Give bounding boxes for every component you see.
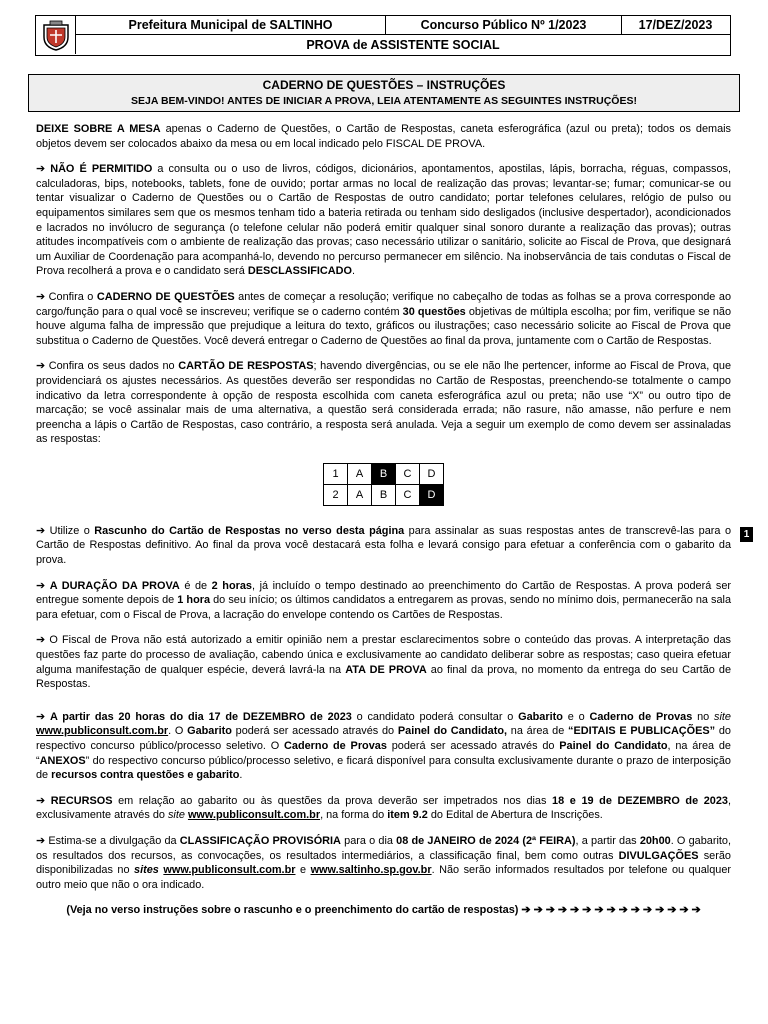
p8-bold-2: Gabarito: [518, 710, 563, 723]
p8-text-5: . O: [168, 725, 188, 738]
example-cell: B: [372, 484, 396, 505]
paragraph-answer-card: [36, 359, 731, 447]
publiconsult-link[interactable]: www.publiconsult.com.br: [36, 725, 169, 738]
p8-text-10: , na área de “: [36, 740, 731, 767]
p8-text: o candidato poderá consultar o: [351, 710, 519, 723]
p6-text-2: , já incluído o tempo destinado ao preenchimento do Cartão de Respostas. A prova poderá ser entregue somente depois de: [36, 579, 732, 607]
p8-bold-8: Painel do Candidato: [559, 740, 668, 752]
p6-bold: A DURAÇÃO DA PROVA: [49, 579, 180, 592]
p3-text-3: objetivas de múltipla escolha; por fim, verifique se não houve alguma falha de impressão que prejudique a leitura do texto, gráficos ou ilustrações; caso necessário solicite ao Fiscal de Prova que substitua o Caderno de Questões. Você deverá entregar o Caderno de Questões ao final da prova, juntamente com o Cartão de Respostas.: [36, 305, 732, 347]
p2-text-2: .: [351, 265, 355, 278]
arrow-icon: ➔: [36, 524, 50, 537]
paragraph-recursos: [36, 794, 731, 823]
answer-example-table: [323, 463, 444, 506]
instructions-subtitle: SEJA BEM-VINDO! ANTES DE INICIAR A PROVA, LEIA ATENTAMENTE AS SEGUINTES INSTRUÇÕES!: [131, 95, 637, 107]
p6-bold-3: 1 hora: [177, 594, 211, 607]
p10-text-4: . O gabarito, os resultados dos recursos, as convocações, os resultados intermediários, a classificação final, bem como outras: [36, 834, 731, 862]
p10-bold-2: 08 de JANEIRO de 2024 (2ª FEIRA): [396, 834, 576, 847]
p2-text: a consulta ou o uso de livros, códigos, dicionários, apontamentos, apostilas, lápis, borracha, réguas, compassos, calculadoras, bips, notebooks, tablets, fone de ouvido; portar armas no local de realização das provas; levantar-se; fumar; comunicar-se ou tentar visualizar o Caderno de Questões ou o Cartão de Respostas de outro candidato; portar telefones celulares, relógio de pulso ou equipamentos similares sem que os mesmos tenham tido a bateria retirada ou tenham sido desligados (inclusive despertador), acondicionados e lacrados no invólucro de segurança (o telefone celular não poderá emitir qualquer sinal sonoro durante a realização das provas); outras atitudes incompatíveis com o ambiente de realização das provas; caso necessário utilizar o sanitário, solicite ao Fiscal de Prova, que designará um Auxiliar de Coordenação para acompanhá-lo, devendo no percurso permanecer em silêncio. Na inobservância de tais condutas o Fiscal de Prova recolherá a prova e o candidato será: [36, 163, 731, 278]
p6-text-3: do seu início; os últimos candidatos a entregarem as provas, sendo no mínimo dois, permanecerão na sala para efetuar, com o Fiscal de Prova, a lacração do envelope contendo os Cartões de Respostas.: [36, 594, 732, 621]
p8-italic: site: [714, 710, 731, 723]
p9-italic: site: [167, 809, 185, 822]
p8-bold-7: Caderno de Provas: [284, 740, 387, 752]
page-header: [35, 15, 731, 56]
example-cell: A: [348, 463, 372, 484]
header-exam: [76, 35, 730, 54]
p8-text-2: e o: [562, 710, 590, 723]
p5-text: Utilize o: [49, 524, 95, 537]
p3-bold-2: 30 questões: [402, 305, 466, 318]
example-cell: D: [420, 463, 444, 484]
paragraph-gabarito: [36, 710, 731, 783]
instructions-body: [36, 122, 731, 918]
p6-text: é de: [179, 579, 212, 592]
example-row-1: [324, 463, 444, 484]
p2-bold: NÃO É PERMITIDO: [50, 163, 153, 176]
page-number: 1: [740, 527, 753, 542]
p1-text: apenas o Caderno de Questões, o Cartão de Respostas, caneta esferográfica (azul ou preta); todos os demais objetos devem ser colocados abaixo da mesa ou em local indicado pelo FISCAL DE PROVA.: [36, 123, 731, 150]
arrow-icon: ➔: [36, 579, 50, 592]
p7-bold: ATA DE PROVA: [345, 663, 427, 676]
p4-text-2: ; havendo divergências, ou se ele não lhe pertencer, informe ao Fiscal de Prova, que providenciará os ajustes necessários. As questões deverão ser respondidas no Cartão de Respostas, preenchendo-se totalmente o campo indicativo da letra correspondente à opção de resposta escolhida com caneta esferográfica azul ou preta; não use “X” ou outro tipo de marcação; se você assinalar mais de uma alternativa, a questão será considerada errada; não rasure, não amasse, não perfure e nem preencha a lápis o Cartão de Respostas, caso contrário, a resposta será anulada. Veja a seguir um exemplo de como devem ser assinaladas as respostas:: [36, 360, 731, 446]
p10-bold-4: DIVULGAÇÕES: [618, 849, 699, 862]
paragraph-classificacao: [36, 834, 731, 892]
p10-bold: CLASSIFICAÇÃO PROVISÓRIA: [179, 834, 341, 847]
p3-text-2: antes de começar a resolução; verifique no cabeçalho de todas as folhas se a prova corresponde ao cargo/função para o qual você se inscreveu; verifique se o caderno contém: [36, 290, 732, 318]
example-cell: 2: [324, 484, 348, 505]
example-cell-filled: D: [420, 484, 444, 505]
p5-text-2: para assinalar as suas respostas antes de transcrevê-las para o Cartão de Respostas definitivo. Ao final da prova você destacará esta folha e levará consigo para efetuar a conferência com o gabarito da prova.: [36, 524, 731, 567]
instructions-title: CADERNO DE QUESTÕES – INSTRUÇÕES: [262, 78, 506, 92]
p8-text-6: poderá ser acessado através do: [231, 725, 398, 738]
answer-example: [36, 463, 731, 506]
p10-text: Estima-se a divulgação da: [48, 834, 180, 847]
p8-text-11: ” do respectivo concurso público/processo seletivo, e ficará disponível para consulta exclusivamente durante o prazo de interposição de: [36, 754, 731, 782]
paragraph-desk: [36, 122, 731, 151]
example-cell: 1: [324, 463, 348, 484]
example-cell: C: [396, 463, 420, 484]
p10-bold-3: 20h00: [639, 834, 671, 847]
p9-text-5: do Edital de Abertura de Inscrições.: [427, 809, 603, 822]
p9-text: em relação ao gabarito ou às questões da prova deverão ser impetrados nos dias: [112, 794, 553, 807]
paragraph-duration: [36, 579, 731, 623]
publiconsult-link[interactable]: www.publiconsult.com.br: [163, 864, 296, 877]
example-cell: C: [396, 484, 420, 505]
example-cell-filled: B: [372, 463, 396, 484]
p8-bold: A partir das 20 horas do dia 17 de DEZEMBRO de 2023: [49, 710, 352, 723]
p7-text: O Fiscal de Prova não está autorizado a emitir opinião nem a prestar esclarecimentos sobre o conteúdo das provas. A interpretação das questões faz parte do processo de avaliação, cabendo única e exclusivamente ao candidato deliberar sobre as respostas; caso queira efetuar alguma manifestação de qualquer espécie, deverá lavrá-la na: [36, 634, 732, 676]
p10-text-2: para o dia: [340, 834, 397, 847]
p8-bold-10: recursos contra questões e gabarito: [51, 769, 240, 782]
instructions-title-box: [28, 74, 740, 112]
p9-bold-3: item 9.2: [387, 809, 428, 822]
header-contest: Concurso Público Nº 1/2023: [386, 16, 622, 34]
p1-bold: DEIXE SOBRE A MESA: [36, 123, 161, 135]
example-cell: A: [348, 484, 372, 505]
p9-text-4: , na forma do: [320, 809, 388, 822]
arrow-icon: ➔: [36, 290, 49, 303]
arrow-icon: ➔: [36, 634, 50, 647]
footer-note: (Veja no verso instruções sobre o rascunho e o preenchimento do cartão de respostas) ➔ ➔ ➔ ➔ ➔ ➔ ➔ ➔ ➔ ➔ ➔ ➔ ➔ ➔ ➔: [66, 904, 701, 917]
p10-text-8: . Não serão informados resultados por telefone ou qualquer outro meio que não o ora indicado.: [36, 864, 732, 891]
saltinho-link[interactable]: www.saltinho.sp.gov.br: [310, 864, 432, 877]
arrow-icon: ➔: [36, 834, 49, 847]
publiconsult-link[interactable]: www.publiconsult.com.br: [187, 809, 321, 822]
arrow-icon: ➔: [36, 794, 51, 807]
p8-bold-4: Gabarito: [187, 725, 232, 738]
p8-bold-5: Painel do Candidato,: [397, 725, 508, 738]
p8-bold-3: Caderno de Provas: [589, 710, 693, 723]
p8-text-7: na área de: [507, 725, 569, 738]
paragraph-not-permitted: [36, 162, 731, 279]
p9-text-2: , exclusivamente através do: [36, 794, 731, 822]
p10-italic: sites: [134, 864, 159, 877]
paragraph-fiscal: [36, 633, 731, 691]
p8-text-9: poderá ser acessado através do: [386, 740, 560, 752]
header-org: Prefeitura Municipal de SALTINHO: [76, 16, 386, 34]
p2-bold-2: DESCLASSIFICADO: [247, 265, 352, 278]
p3-bold: CADERNO DE QUESTÕES: [96, 290, 235, 303]
p4-bold: CARTÃO DE RESPOSTAS: [178, 360, 314, 373]
p7-text-2: ao final da prova, no momento da entrega do seu Cartão de Respostas.: [36, 663, 731, 691]
p10-text-7: e: [295, 864, 311, 877]
paragraph-question-booklet: [36, 290, 731, 348]
p5-bold: Rascunho do Cartão de Respostas no verso desta página: [94, 524, 405, 537]
p4-text: Confira os seus dados no: [48, 360, 179, 373]
p8-text-3: no: [692, 710, 715, 723]
paragraph-draft: [36, 524, 731, 568]
p8-bold-6: “EDITAIS E PUBLICAÇÕES”: [568, 725, 716, 738]
p8-text-12: .: [239, 769, 243, 782]
example-row-2: [324, 484, 444, 505]
header-exam-label: PROVA de ASSISTENTE SOCIAL: [306, 37, 500, 52]
p8-bold-9: ANEXOS: [39, 754, 86, 767]
p9-bold: RECURSOS: [50, 794, 113, 807]
p9-bold-2: 18 e 19 de DEZEMBRO de 2023: [552, 794, 728, 807]
p6-bold-2: 2 horas: [211, 579, 252, 592]
municipal-crest-icon: [36, 16, 76, 54]
arrow-icon: ➔: [36, 710, 50, 723]
p10-text-3: , a partir das: [575, 834, 640, 847]
header-date: 17/DEZ/2023: [638, 18, 713, 32]
header-row-top: [76, 16, 730, 35]
p10-text-5: serão disponibilizadas no: [36, 849, 731, 877]
p8-text-8: do respectivo concurso público/processo seletivo. O: [36, 725, 731, 752]
arrow-icon: ➔: [36, 360, 49, 373]
p3-text: Confira o: [48, 290, 97, 303]
arrow-icon: ➔: [36, 163, 51, 176]
